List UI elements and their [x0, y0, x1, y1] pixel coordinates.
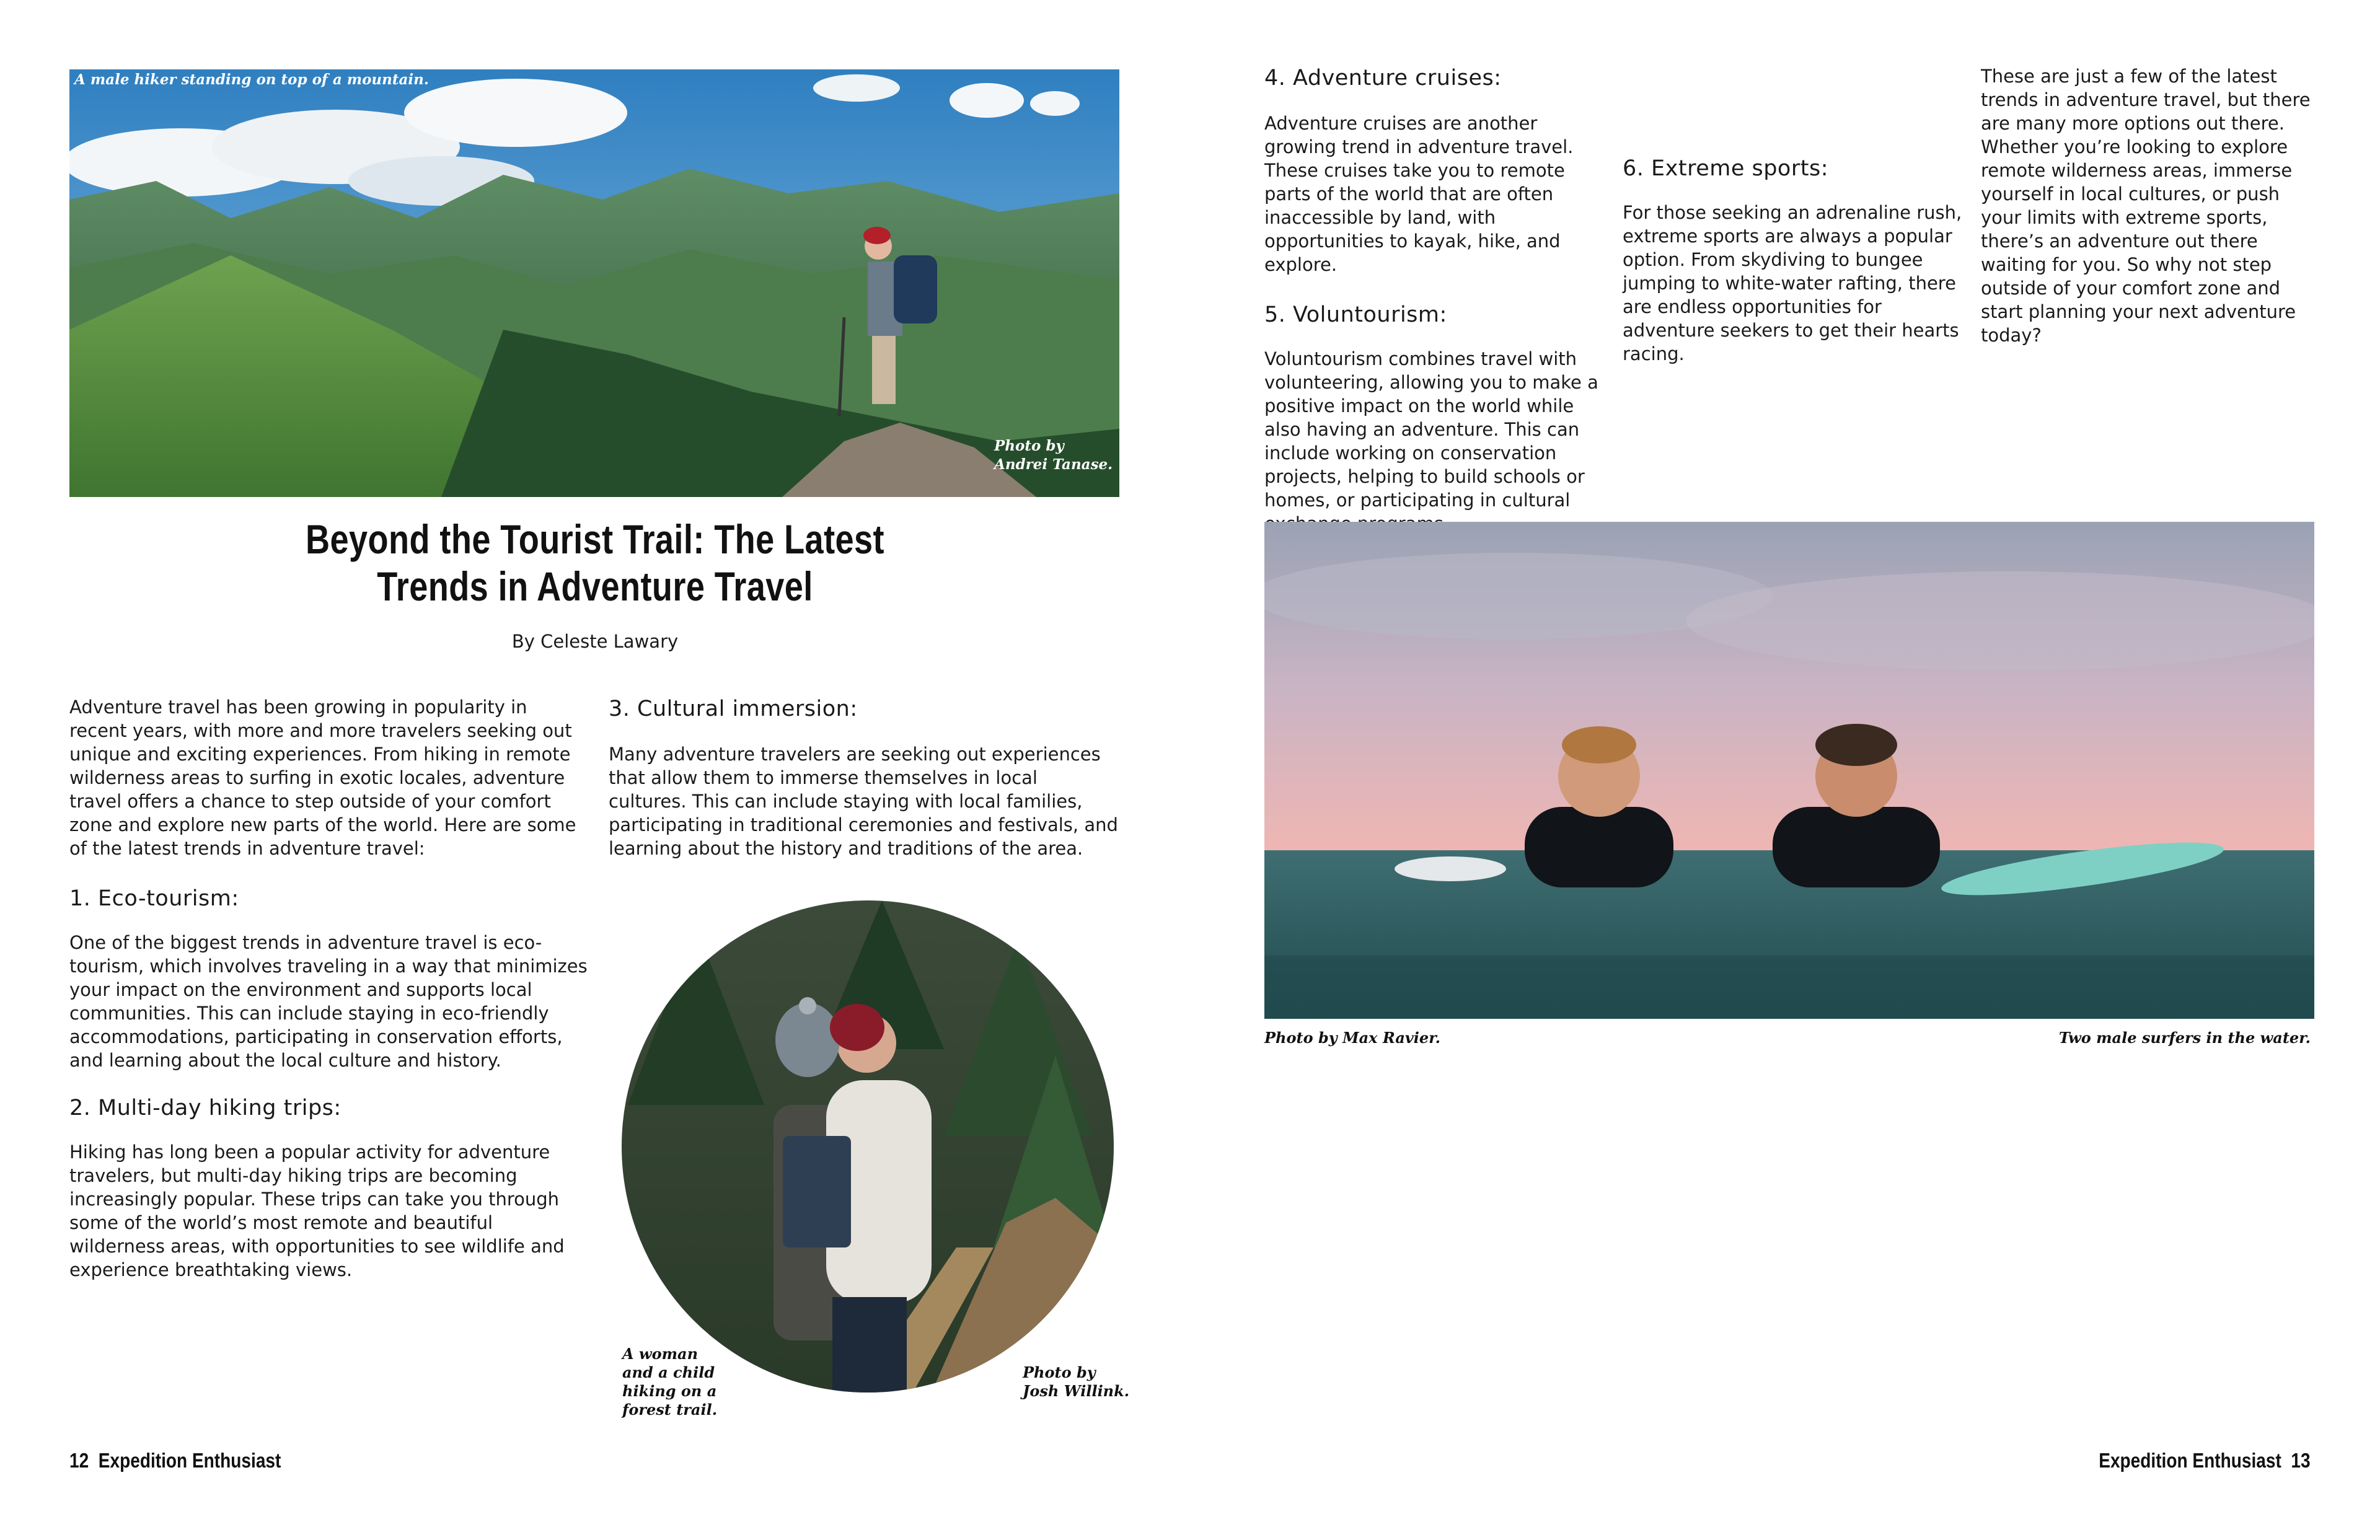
- article-byline: By Celeste Lawary: [511, 631, 679, 652]
- hero-photo-caption: A male hiker standing on top of a mountain.: [74, 71, 429, 88]
- section-heading-voluntourism: 5. Voluntourism:: [1264, 302, 1447, 327]
- circle-photo-image: [622, 900, 1114, 1393]
- circle-photo: [622, 900, 1114, 1393]
- section-heading-cultural: 3. Cultural immersion:: [609, 697, 858, 721]
- section-text-cruises: Adventure cruises are another growing trend in adventure travel. These cruises take you to remote parts of the world that are often inaccessible by land, with opportunities to kayak, hike, and explore.: [1264, 113, 1574, 275]
- surf-photo-image: [1264, 522, 2314, 1019]
- hero-photo-image: [69, 69, 1119, 497]
- surf-photo: [1264, 522, 2314, 1019]
- section-text-hiking: Hiking has long been a popular activity for adventure travelers, but multi-day hiking trips are becoming increasingly popular. These trips can take you through some of the world’s most remote and beautiful wilderness areas, with opportunities to see wildlife and experience breathtaking views.: [69, 1142, 565, 1280]
- section-text-extreme-sports: For those seeking an adrenaline rush, extreme sports are always a popular option. From skydiving to bungee jumping to white-water rafting, there are endless opportunities for adventure seekers to get their hearts racing.: [1623, 202, 1962, 364]
- right-magazine-name: Expedition Enthusiast: [2099, 1449, 2282, 1472]
- section-heading-cruises: 4. Adventure cruises:: [1264, 66, 1502, 90]
- surf-photo-caption: Two male surfers in the water.: [2058, 1029, 2311, 1047]
- article-intro: Adventure travel has been growing in popularity in recent years, with more and more travelers seeking out unique and exciting experiences. From hiking in remote wilderness areas to surfing in exotic locales, adventure travel offers a chance to step outside of your comfort zone and explore new parts of the world. Here are some of the latest trends in adventure travel:: [69, 697, 576, 859]
- left-footer: [69, 1449, 281, 1472]
- right-footer: [2099, 1449, 2311, 1472]
- section-heading-extreme-sports: 6. Extreme sports:: [1623, 156, 1828, 181]
- section-text-cultural: Many adventure travelers are seeking out experiences that allow them to immerse themselves in local cultures. This can include staying with local families, participating in traditional ceremonies and festivals, and learning about the history and traditions of the area.: [609, 744, 1118, 859]
- left-page-number: 12: [69, 1449, 89, 1472]
- section-text-voluntourism: Voluntourism combines travel with volunteering, allowing you to make a positive impact on the world while also having an adventure. This can include working on conservation projects, helping to build schools or homes, or participating in cultural: [1264, 348, 1598, 511]
- hero-photo: [69, 69, 1119, 497]
- circle-photo-caption: A woman and a child hiking on a forest trail.: [622, 1345, 718, 1419]
- hero-photo-credit: Photo by Andrei Tanase.: [994, 438, 1113, 473]
- left-magazine-name: Expedition Enthusiast: [98, 1449, 281, 1472]
- surf-photo-credit: Photo by Max Ravier.: [1264, 1029, 1440, 1047]
- section-text-eco-tourism: One of the biggest trends in adventure travel is eco-tourism, which involves traveling in a way that minimizes your impact on the environment and supports local communities. This can include staying in eco-friendly accommodations, participating in conservation efforts, and learning about the local culture and history.: [69, 932, 588, 1071]
- right-column-3: [1981, 64, 2316, 347]
- left-column: [69, 695, 590, 1282]
- right-page-number: 13: [2291, 1449, 2311, 1472]
- right-column-2: [1623, 155, 1970, 366]
- article-title: Beyond the Tourist Trail: The Latest Trends in Adventure Travel: [306, 516, 884, 609]
- right-column-1: [1264, 64, 1611, 535]
- middle-column: [609, 695, 1121, 860]
- section-heading-hiking: 2. Multi-day hiking trips:: [69, 1096, 342, 1120]
- article-conclusion: These are just a few of the latest trends in adventure travel, but there are many more options out there. Whether you’re looking to explore remote wilderness areas, immerse yourself in local cultures, or push your limits with extreme sports, there’s an adventure out there waiting for you. So why not step outside of your comfort zone and start planning your next adventure today?: [1981, 66, 2311, 346]
- circle-photo-credit: Photo by Josh Willink.: [1023, 1363, 1130, 1400]
- section-heading-eco-tourism: 1. Eco-tourism:: [69, 886, 239, 911]
